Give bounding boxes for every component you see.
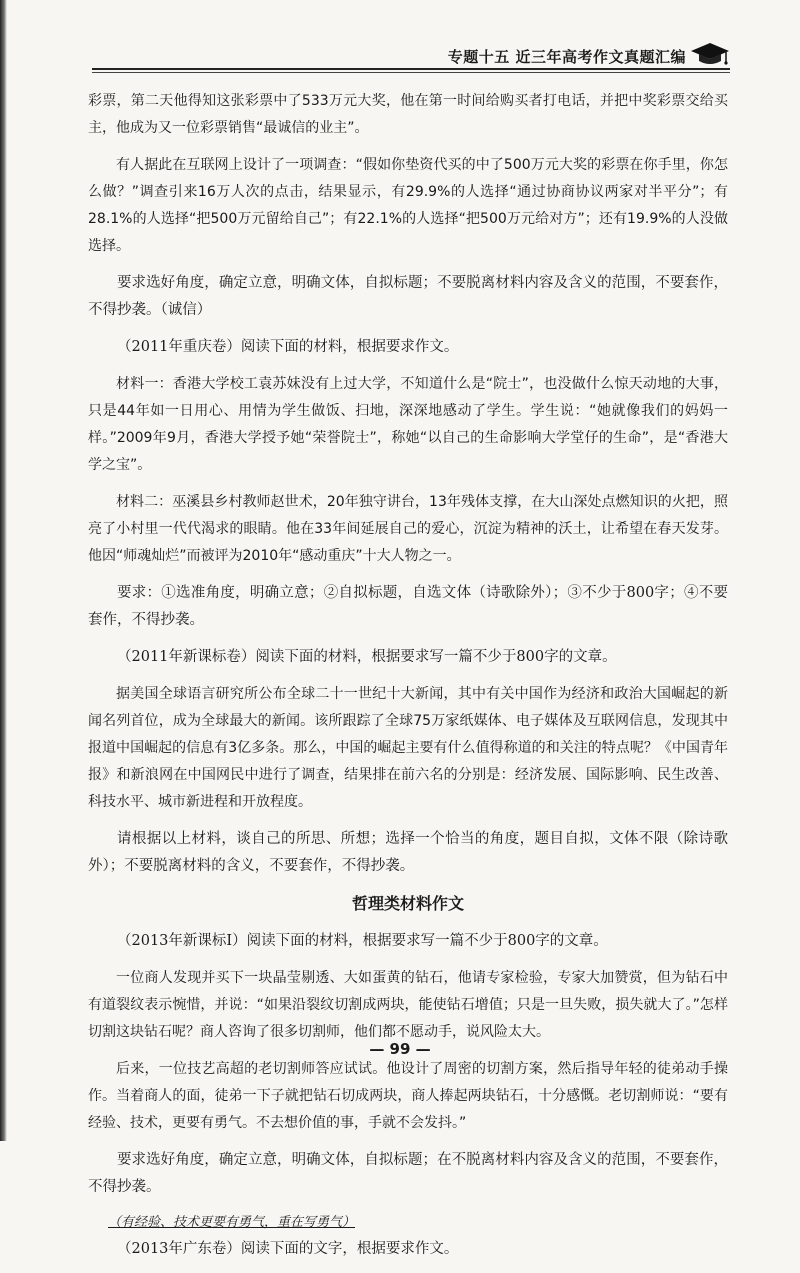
paragraph: 有人据此在互联网上设计了一项调查：“假如你垫资代买的中了500万元大奖的彩票在你手里，你怎么做？”调查引来16万人次的点击，结果显示，有29.9%的人选择“通过协商协议两家对半平分”；有28.1%的人选择“把500万元留给自己”；有22.1%的人选择“把500万元给对方”；还有19.9%的人没做选择。: [88, 157, 728, 254]
paragraph: 彩票，第二天他得知这张彩票中了533万元大奖，他在第一时间给购买者打电话，并把中奖彩票交给买主，他成为又一位彩票销售“最诚信的业主”。: [88, 93, 728, 136]
section-title: 哲理类材料作文: [351, 894, 464, 913]
paragraph: 材料二：巫溪县乡村教师赵世术，20年独守讲台，13年残体支撑，在大山深处点燃知识的火把，照亮了小村里一代代渴求的眼睛。他在33年间延展自己的爱心，沉淀为精神的沃土，让希望在春天发芽。他因“师魂灿烂”而被评为2010年“感动重庆”十大人物之一。: [88, 494, 728, 564]
paragraph: （2013年新课标Ⅰ）阅读下面的材料，根据要求写一篇不少于800字的文章。: [117, 933, 608, 949]
book-spine-shadow: [0, 0, 7, 1141]
paragraph: （2011年新课标卷）阅读下面的材料，根据要求写一篇不少于800字的文章。: [117, 649, 617, 665]
paragraph: 要求选好角度，确定立意，明确文体，自拟标题；在不脱离材料内容及含义的范围，不要套作，不得抄袭。: [88, 1152, 728, 1195]
graduation-cap-icon: [690, 40, 730, 68]
page-content: [88, 88, 728, 1273]
paragraph: （2013年广东卷）阅读下面的文字，根据要求作文。: [117, 1241, 459, 1257]
paragraph: （2011年重庆卷）阅读下面的材料，根据要求作文。: [117, 339, 459, 355]
paragraph: 材料一：香港大学校工袁苏妹没有上过大学，不知道什么是“院士”，也没做什么惊天动地的大事，只是44年如一日用心、用情为学生做饭、扫地，深深地感动了学生。学生说：“她就像我们的妈妈一样。”2009年9月，香港大学授予她“荣誉院士”，称她“以自己的生命影响大学堂仔的生命”，是“香港大学之宝”。: [88, 376, 728, 473]
paragraph: 要求：①选准角度，明确立意；②自拟标题，自选文体（诗歌除外）；③不少于800字；④不要套作，不得抄袭。: [88, 585, 728, 628]
header-title: 专题十五 近三年高考作文真题汇编: [447, 48, 686, 66]
paragraph: 后来，一位技艺高超的老切割师答应试试。他设计了周密的切割方案，然后指导年轻的徒弟动手操作。当着商人的面，徒弟一下子就把钻石切成两块，商人捧起两块钻石，十分感慨。老切割师说：“要有经验、技术，更要有勇气。不去想价值的事，手就不会发抖。”: [88, 1061, 728, 1131]
paragraph: 要求选好角度，确定立意，明确文体，自拟标题；不要脱离材料内容及含义的范围，不要套作，不得抄袭。（诚信）: [88, 275, 728, 318]
paragraph: 请根据以上材料，谈自己的所思、所想；选择一个恰当的角度，题目自拟，文体不限（除诗歌外）；不要脱离材料的含义，不要套作，不得抄袭。: [88, 831, 728, 874]
header-rule: [92, 68, 730, 70]
handwritten-note: （有经验、技术更要有勇气，重在写勇气）: [108, 1215, 356, 1230]
page-number: — 99 —: [369, 1040, 431, 1058]
header-rule-thin: [92, 72, 730, 73]
page-header: [92, 42, 730, 72]
paragraph: 据美国全球语言研究所公布全球二十一世纪十大新闻，其中有关中国作为经济和政治大国崛起的新闻名列首位，成为全球最大的新闻。该所跟踪了全球75万家纸媒体、电子媒体及互联网信息，发现其中报道中国崛起的信息有3亿多条。那么，中国的崛起主要有什么值得称道的和关注的特点呢？《中国青年报》和新浪网在中国网民中进行了调查，结果排在前六名的分别是：经济发展、国际影响、民生改善、科技水平、城市新进程和开放程度。: [88, 686, 728, 810]
paragraph: 一位商人发现并买下一块晶莹剔透、大如蛋黄的钻石，他请专家检验，专家大加赞赏，但为钻石中有道裂纹表示惋惜，并说：“如果沿裂纹切割成两块，能使钻石增值；只是一旦失败，损失就大了。”怎样切割这块钻石呢？商人咨询了很多切割师，他们都不愿动手，说风险太大。: [88, 970, 728, 1040]
